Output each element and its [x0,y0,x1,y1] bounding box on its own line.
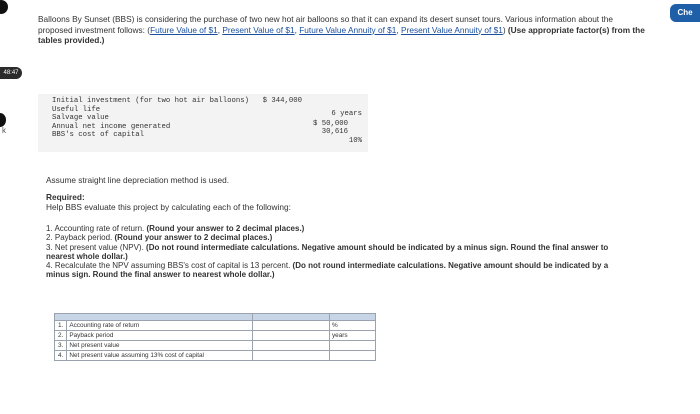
data-value: $ 50,000 [312,119,348,128]
task-item [46,261,626,280]
task-list [46,224,626,280]
data-label: Annual net income generated [52,122,171,131]
task-instruction: (Round your answer to 2 decimal places.) [146,224,305,233]
task-text: 4. Recalculate the NPV assuming BBS's cost of capital is 13 percent. [46,261,293,271]
task-item [46,243,626,262]
intro-instruction: (Use appropriate factor(s) from the tables provided.) [38,24,645,45]
row-unit: years [329,331,375,341]
edge-circle-icon [0,113,6,127]
data-value: 6 years [331,110,362,119]
timer-badge: 48:47 [0,67,22,79]
row-number: 1. [55,321,67,331]
link-present-value[interactable]: Present Value of $1 [222,24,295,35]
task-text: 1. Accounting rate of return. [46,224,147,233]
data-value: 10% [348,137,362,145]
row-label: Net present value [67,341,252,351]
row-unit: % [329,321,375,331]
row-number: 4. [55,351,67,361]
intro-close: ) [502,24,506,35]
row-label: Net present value assuming 13% cost of capital [67,351,252,361]
data-value: $ 344,000 [262,97,302,105]
row-unit [329,341,375,351]
left-edge-panel [0,0,20,414]
intro-text: Balloons By Sunset (BBS) is considering the purchase of two new hot air balloons so that it can expand its desert sunset tours. Various information about the proposed investment follows: ( [38,14,613,35]
answer-row [55,351,376,361]
separator: , [396,24,402,35]
required-section [46,192,291,212]
data-label: BBS's cost of capital [52,131,144,140]
answer-row [55,341,376,351]
data-label: Initial investment (for two hot air balloons) [52,97,250,105]
link-present-value-annuity[interactable]: Present Value Annuity of $1 [401,24,503,35]
link-future-value-annuity[interactable]: Future Value Annuity of $1 [299,24,397,35]
check-button[interactable]: Che [670,4,700,22]
data-value: 30,616 [321,128,348,137]
row-number: 2. [55,331,67,341]
row-unit [329,351,375,361]
answer-input[interactable] [252,331,329,341]
assumption-text: Assume straight line depreciation method is used. [46,175,230,185]
answer-row [55,321,376,331]
answer-table-header [55,314,376,321]
task-text: 3. Net present value (NPV). [46,242,147,252]
separator: , [294,24,300,35]
header-cell [252,314,329,321]
row-label: Accounting rate of return [67,321,252,331]
task-item [46,224,626,233]
answer-input[interactable] [252,351,329,361]
investment-data-table [38,94,368,152]
data-label: Useful life [52,105,101,114]
separator: , [217,24,223,35]
required-title: Required: [46,192,85,202]
task-instruction: (Do not round intermediate calculations. Negative amount should be indicated by a minus sign. Round the final answer to nearest whole dollar.) [46,261,609,280]
answer-input[interactable] [252,321,329,331]
header-cell [329,314,375,321]
task-instruction: (Do not round intermediate calculations. Negative amount should be indicated by a minus sign. Round the final answer to nearest whole dollar.) [46,242,609,261]
task-text: 2. Payback period. [46,233,115,243]
edge-circle-icon [0,0,8,14]
header-cell [55,314,253,321]
row-label: Payback period [67,331,252,341]
answer-input[interactable] [252,341,329,351]
data-label: Salvage value [52,114,109,123]
required-text: Help BBS evaluate this project by calculating each of the following: [46,202,291,212]
link-future-value[interactable]: Future Value of $1 [150,24,218,35]
task-item [46,233,626,242]
task-instruction: (Round your answer to 2 decimal places.) [114,233,273,243]
intro-paragraph [38,14,648,46]
answer-row [55,331,376,341]
row-number: 3. [55,341,67,351]
answer-table [54,313,376,361]
edge-label: k [2,126,6,135]
